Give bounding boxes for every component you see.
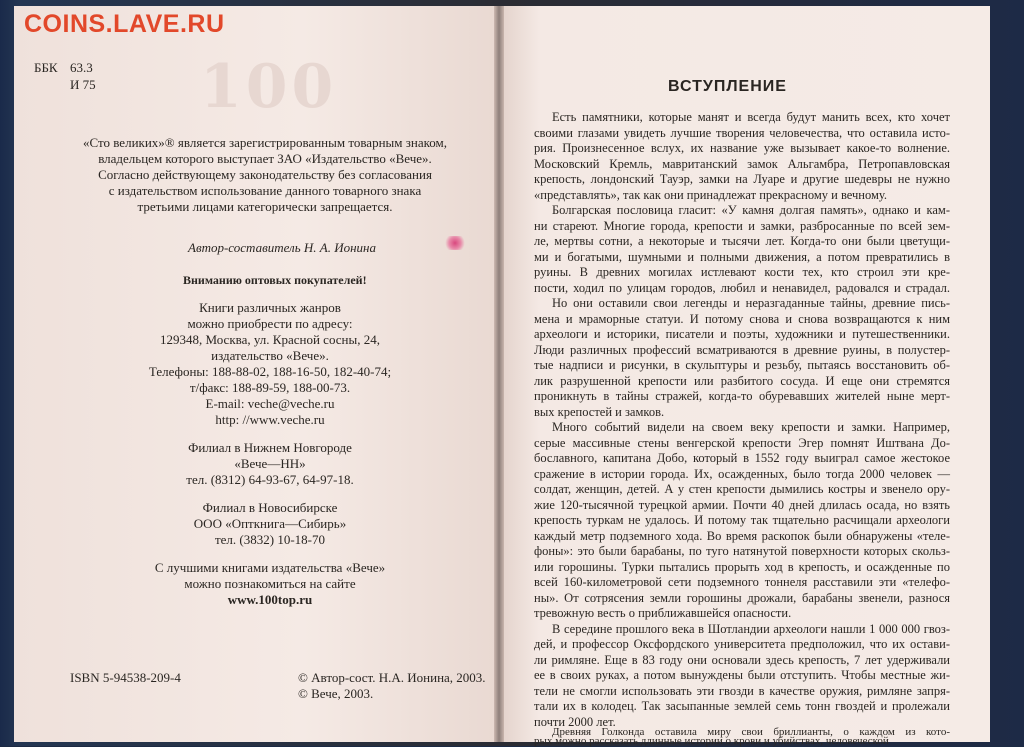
body-line: серые массивные стены венгерской крепости Эгер помнят Иштвана До-: [534, 435, 950, 450]
body-line: фоны»: это были барабаны, по туго натянутой поверхности которых скольз-: [534, 544, 950, 558]
ink-stamp: [444, 236, 466, 250]
site-url-link[interactable]: www.100top.ru: [227, 592, 313, 607]
body-line: бославного, капитана Добо, который в 1552 году выиграл самое жестокое: [534, 451, 950, 465]
contact-line: можно приобрести по адресу:: [187, 316, 353, 331]
author-code: И 75: [70, 77, 96, 92]
body-line: Древняя Голконда оставила миру свои бриллианты, о каждом из кото-: [552, 726, 950, 738]
contact-line: Телефоны: 188-88-02, 188-16-50, 182-40-74;: [148, 364, 392, 379]
body-line: или горошины. Турки пытались прорыть ход в крепость, и осажденные по: [534, 559, 950, 574]
body-line: дей, и профессор Оксфордского университета предположил, что их остави-: [534, 637, 950, 651]
branch-line: Филиал в Новосибирске: [202, 500, 338, 515]
trademark-line: третьими лицами категорически запрещается.: [137, 199, 393, 214]
contact-line: Книги различных жанров: [199, 300, 341, 315]
show-through-print: 100: [200, 52, 338, 122]
site-line: С лучшими книгами издательства «Вече»: [154, 560, 386, 575]
trademark-line: владельцем которого выступает ЗАО «Издательство «Вече».: [98, 151, 432, 166]
body-line: своими глазами увидеть лучшие творения человечества, что оставила исто-: [534, 125, 950, 140]
contact-line: издательство «Вече».: [211, 348, 329, 363]
body-line: Болгарская пословица гласит: «У камня долгая память», однако и кам-: [552, 203, 950, 217]
branch-line: тел. (3832) 10-18-70: [214, 532, 325, 547]
bbk-label: ББК: [34, 60, 58, 75]
body-line: сражение в истории города. Их, осажденных, было тогда 2000 человек —: [534, 466, 950, 481]
body-line: ны». От сотрясения земли горошины дрожали, барабаны звенели, разнося: [534, 590, 950, 605]
body-line: ми и богатыми, шумными и полными движения, а потом превратились в: [534, 249, 950, 264]
branch-line: тел. (8312) 64-93-67, 64-97-18.: [186, 472, 354, 487]
body-line: крепость, лондонский Тауэр, замки на Луаре и другие шедевры не нужно: [534, 172, 950, 186]
body-line: ле, мертвы сотни, а некоторые и тысячи лет. Когда-то они были цветущи-: [534, 234, 950, 248]
body-line: Много событий видели на своем веку крепости и замки. Например,: [552, 420, 950, 434]
body-line: рия. Произнесенное вслух, их название уже вызывает какое-то волнение.: [534, 141, 950, 155]
branch-line: «Вече—НН»: [234, 456, 306, 471]
body-line: проникнуть в тайны стражей, когда-то обуревавших жителей ныне мерт-: [534, 389, 950, 403]
chapter-title: ВСТУПЛЕНИЕ: [668, 78, 787, 95]
contact-line: т/факс: 188-89-59, 188-00-73.: [189, 380, 351, 395]
body-line: ли римляне. Еще в 83 году они основали здесь крепость, 7 лет удерживали: [534, 652, 950, 667]
email-link[interactable]: E-mail: veche@veche.ru: [205, 396, 335, 411]
copyright-line: © Автор-сост. Н.А. Ионина, 2003.: [298, 670, 486, 685]
body-line: тели не смогли использовать эти гвозди в качестве оружия, римляне запря-: [534, 683, 950, 698]
body-line: всей 160-километровой сети подземного тоннеля расставили эти «телефо-: [534, 575, 950, 589]
bbk-code: 63.3: [70, 60, 93, 75]
body-line: тые надписи и рисунки, в скульптуры и резьбу, пытаясь восстановить об-: [534, 358, 950, 372]
body-line: пости, ходил по улицам городов, любил и ненавидел, радовался и страдал.: [534, 280, 950, 295]
body-line: тали их в колодец. Так засыпанные землей семь тонн гвоздей и пролежали: [534, 699, 950, 713]
body-line: Но они оставили свои легенды и неразгаданные тайны, древние пись-: [552, 296, 950, 310]
body-line: вых крепостей и замков.: [534, 404, 665, 419]
copyright-line: © Вече, 2003.: [298, 686, 374, 701]
body-line: «представлять», так как они принадлежат прекрасному и вечному.: [534, 187, 888, 202]
body-line: Люди различных профессий всматриваются в древние руины, в полустер-: [534, 342, 950, 357]
body-line: жие 120-тысячной турецкой армии. Почти 40 дней длилась осада, но взять: [534, 497, 950, 512]
body-line: Московский Кремль, мавританский замок Альгамбра, Петропавловская: [534, 156, 950, 171]
author-line: Автор-составитель Н. А. Ионина: [188, 240, 376, 255]
website-link[interactable]: http: //www.veche.ru: [215, 412, 325, 427]
book-gutter: [494, 6, 504, 742]
wholesale-heading: Вниманию оптовых покупателей!: [183, 273, 367, 287]
branch-line: Филиал в Нижнем Новгороде: [188, 440, 352, 455]
body-line: руины. В древних могилах истлевают кости тех, кто строил эти кре-: [534, 265, 950, 279]
body-line: почти 2000 лет.: [534, 714, 616, 729]
body-line: рых можно рассказать длинные истории о крови и убийствах, человеческой: [534, 735, 889, 747]
trademark-line: Согласно действующему законодательству без согласования: [98, 167, 432, 182]
body-line: ни стареют. Многие города, крепости и замки, разбросанные по всей зем-: [534, 218, 950, 233]
body-line: тревожную весть о приближавшейся опасности.: [534, 606, 792, 620]
body-line: лик разрушенной крепости или разбитого сосуда. И еще они стремятся: [534, 373, 950, 388]
contact-line: 129348, Москва, ул. Красной сосны, 24,: [160, 332, 380, 347]
site-line: можно познакомиться на сайте: [184, 576, 356, 591]
body-line: солдат, женщин, детей. А у стен крепости дымились костры и звенело ору-: [534, 482, 950, 496]
isbn: ISBN 5-94538-209-4: [70, 670, 181, 685]
body-line: археологи и историки, писатели и поэты, художники и путешественники.: [534, 327, 950, 341]
body-line: Есть памятники, которые манят и всегда будут манить всех, кто хочет: [552, 110, 950, 124]
trademark-line: с издательством использование данного товарного знака: [108, 183, 422, 198]
body-line: крепость туркам не удалось. И потому так тщательно расчищали археологи: [534, 513, 950, 527]
body-line: В середине прошлого века в Шотландии археологи нашли 1 000 000 гвоз-: [552, 621, 950, 636]
branch-line: ООО «Опткнига—Сибирь»: [193, 516, 347, 531]
body-line: ее в своих руках, а потом вынуждены были отступить. Чтобы местные жи-: [534, 668, 950, 682]
body-line: каждый метр подземного хода. Во время раскопок были обнаружены «теле-: [534, 528, 950, 543]
watermark: COINS.LAVE.RU: [24, 10, 225, 38]
trademark-line: «Сто великих»® является зарегистрированным товарным знаком,: [82, 135, 447, 150]
body-line: мена и мраморные статуи. И потому снова и снова возвращаются к ним: [534, 311, 950, 326]
